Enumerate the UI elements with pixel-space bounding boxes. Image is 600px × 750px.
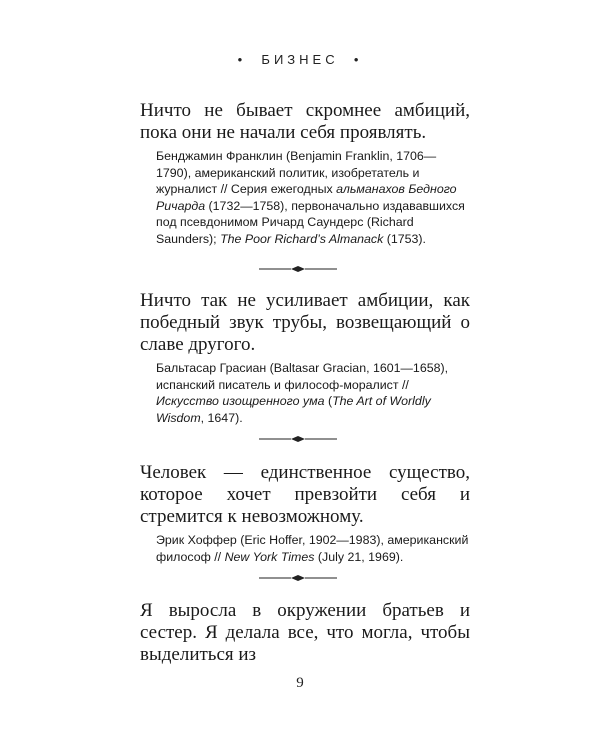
attribution-text: (1732—1758), первоначально издававшихся под псевдонимом Ричард Саундерс (Richard Saunders);	[156, 198, 465, 246]
attribution-text: (July 21, 1969).	[314, 549, 404, 564]
quote-attribution	[156, 148, 470, 247]
running-header	[0, 52, 600, 67]
quote-block-2	[140, 290, 470, 426]
quote-text: Человек — единственное существо, которое хочет превзойти себя и стремится к невозможному.	[140, 462, 470, 527]
quote-text: Ничто не бывает скромнее амбиций, пока они не начали себя проявлять.	[140, 100, 470, 143]
ornament-divider	[253, 573, 343, 583]
attribution-italic: The Poor Richard’s Almanack	[220, 231, 384, 246]
quote-attribution	[156, 360, 470, 426]
attribution-text: (	[324, 394, 333, 408]
quote-text: Ничто так не усиливает амбиции, как победный звук трубы, возвещающий о славе другого.	[140, 290, 470, 355]
quote-block-3	[140, 462, 470, 565]
quote-block-4	[140, 600, 470, 666]
quote-block-1	[140, 100, 470, 247]
attribution-italic: альманахов Бедного Ричарда	[156, 182, 457, 213]
header-bullet-left: •	[237, 52, 247, 67]
ornament-divider	[253, 264, 343, 274]
page-number: 9	[296, 675, 304, 691]
attribution-text: Эрик Хоффер (Eric Hoffer, 1902—1983), американский философ //	[156, 533, 469, 564]
quote-attribution	[156, 532, 470, 565]
attribution-text: , 1647).	[200, 410, 243, 425]
header-bullet-right: •	[353, 52, 363, 67]
attribution-text: Бенджамин Франклин (Benjamin Franklin, 1706—1790), американский политик, изобретатель и журналист // Серия ежегодных	[156, 149, 437, 196]
attribution-italic: New York Times	[224, 549, 315, 564]
attribution-text: Бальтасар Грасиан (Baltasar Gracian, 1601—1658), испанский писатель и философ-моралист //	[156, 361, 449, 392]
attribution-italic: Искусство изощренного ума	[156, 394, 325, 408]
attribution-text: (1753).	[383, 231, 426, 246]
attribution-italic: The Art of Worldly Wisdom	[156, 394, 431, 425]
ornament-divider	[253, 434, 343, 444]
section-title: БИЗНЕС	[261, 52, 339, 67]
quote-text: Я выросла в окружении братьев и сестер. Я делала все, что могла, чтобы выделиться из	[140, 600, 470, 665]
